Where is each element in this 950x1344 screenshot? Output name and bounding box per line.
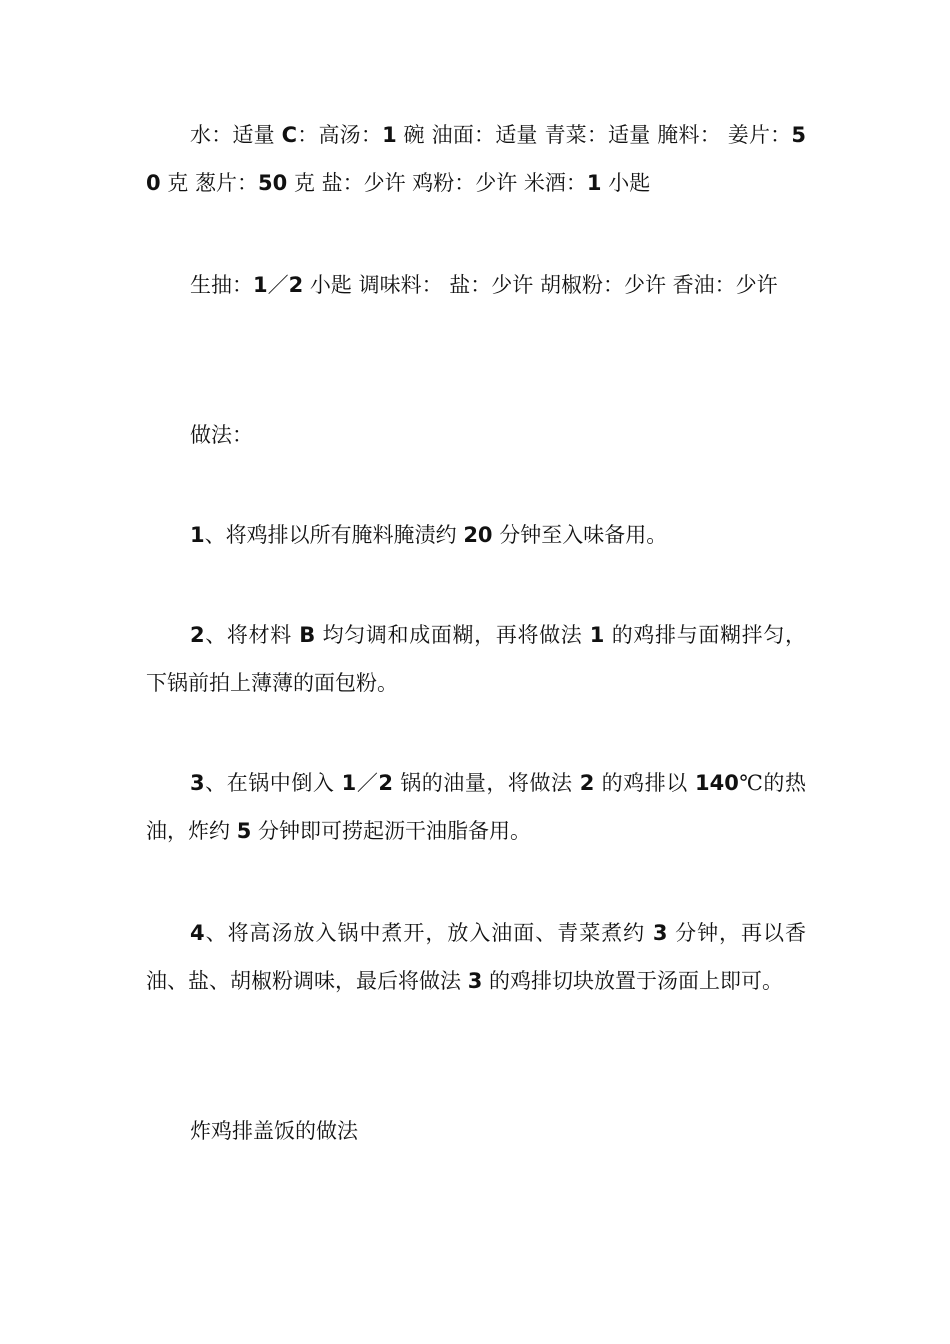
method-heading: 做法： [190,423,253,447]
seasoning-paragraph: 生抽：1／2 小匙 调味料： 盐：少许 胡椒粉：少许 香油：少许 [190,273,778,297]
step-1-paragraph: 1、将鸡排以所有腌料腌渍约 20 分钟至入味备用。 [190,523,668,547]
step-2-paragraph: 2、将材料 B 均匀调和成面糊，再将做法 1 的鸡排与面糊拌匀，下锅前拍上薄薄的面包粉。 [146,623,806,695]
ingredients-paragraph: 水：适量 C：高汤：1 碗 油面：适量 青菜：适量 腌料： 姜片：50 克 葱片：50 克 盐：少许 鸡粉：少许 米酒：1 小匙 [146,123,806,195]
step-4-paragraph: 4、将高汤放入锅中煮开，放入油面、青菜煮约 3 分钟，再以香油、盐、胡椒粉调味，最后将做法 3 的鸡排切块放置于汤面上即可。 [146,921,806,993]
next-section-title: 炸鸡排盖饭的做法 [190,1119,358,1143]
step-3-paragraph: 3、在锅中倒入 1／2 锅的油量，将做法 2 的鸡排以 140℃的热油，炸约 5 分钟即可捞起沥干油脂备用。 [146,771,806,843]
